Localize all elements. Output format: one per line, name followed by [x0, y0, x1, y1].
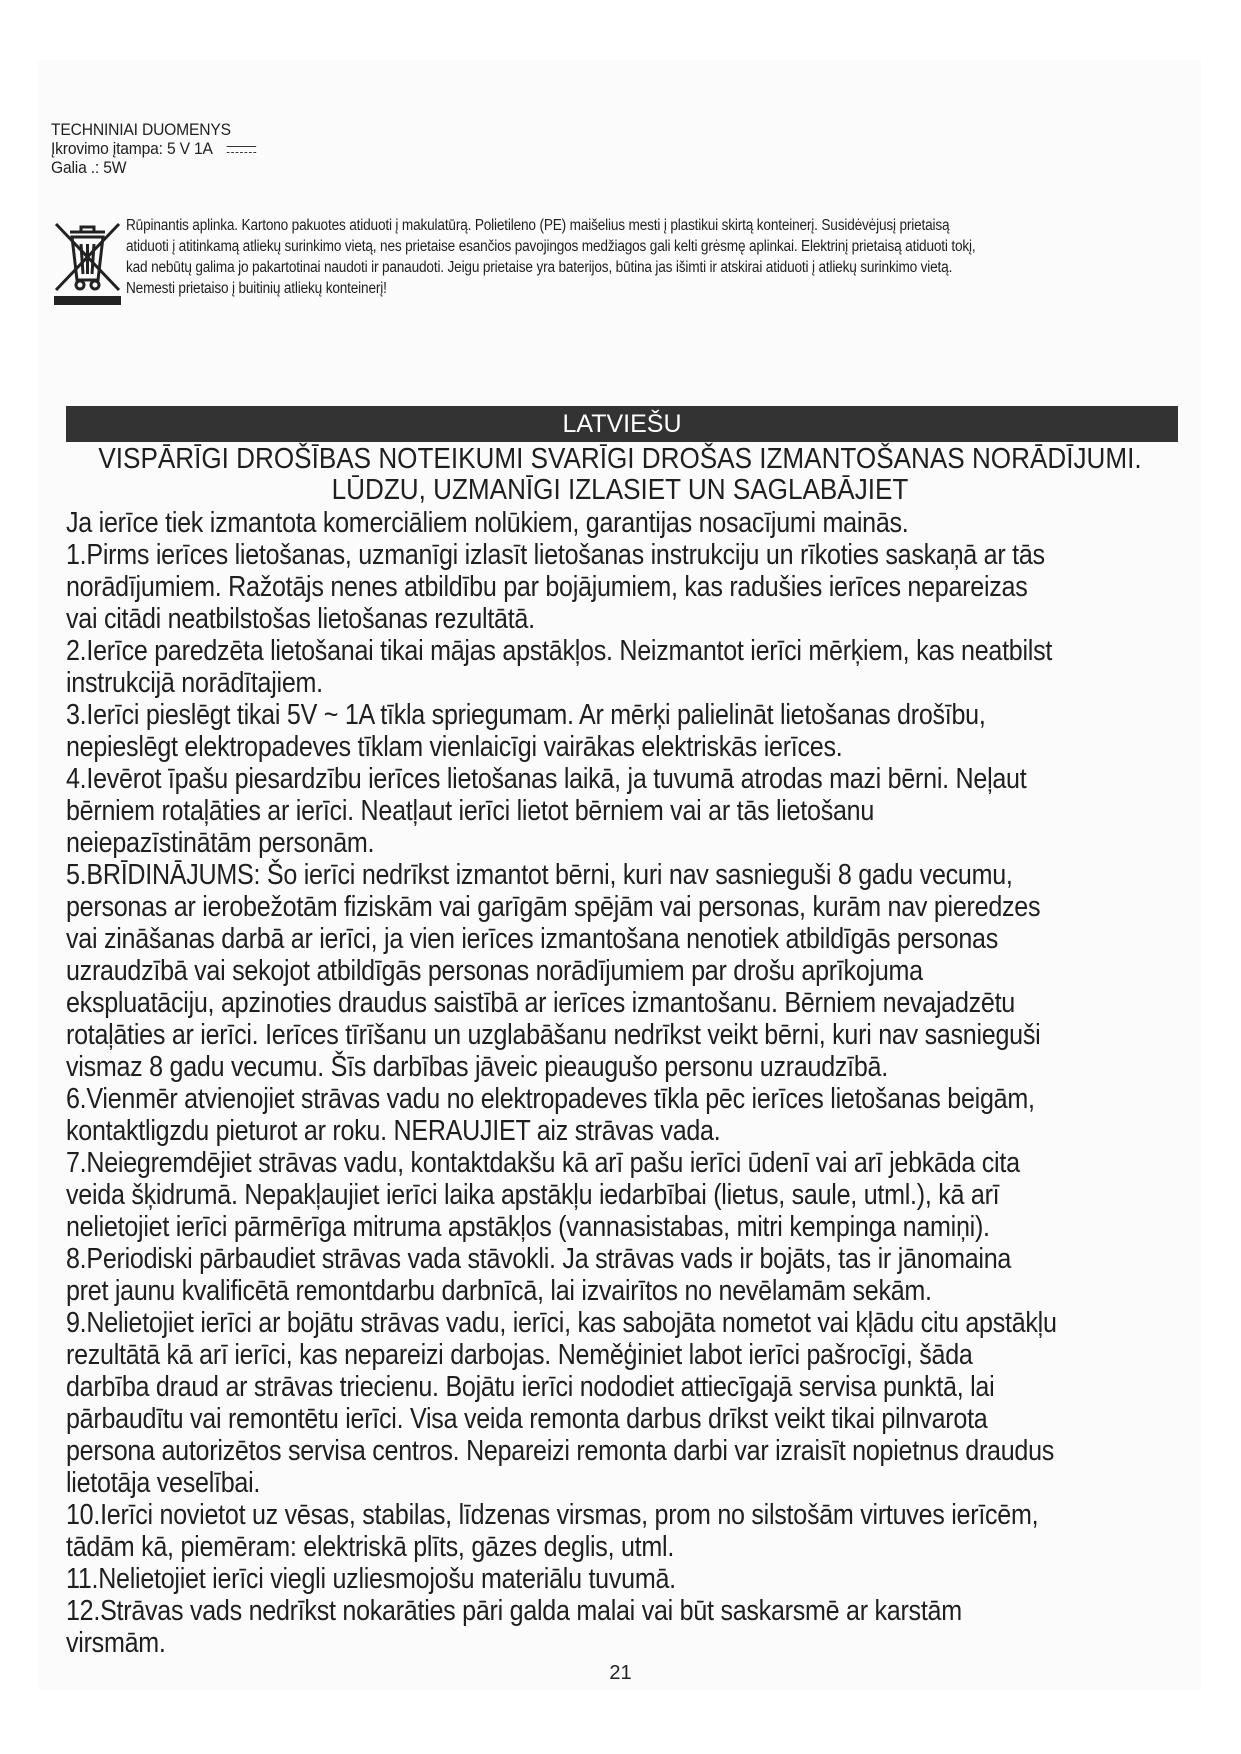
tech-voltage-row [51, 139, 257, 158]
instruction-line: personas ar ierobežotām fiziskām vai garīgām spējām vai personas, kurām nav pieredzes [66, 891, 1041, 923]
instruction-paragraph [66, 1307, 1166, 1499]
instruction-line: Ja ierīce tiek izmantota komerciāliem nolūkiem, garantijas nosacījumi mainās. [66, 507, 909, 539]
instruction-line: virsmām. [66, 1627, 166, 1659]
instruction-line: lietotāja veselībai. [66, 1467, 261, 1499]
instruction-line: vismaz 8 gadu vecumu. Šīs darbības jāveic pieaugušo personu uzraudzībā. [66, 1051, 888, 1083]
instruction-paragraph [66, 507, 1166, 539]
instruction-line: kontaktligzdu pieturot ar roku. NERAUJIET aiz strāvas vada. [66, 1115, 721, 1147]
instruction-line: ekspluatāciju, apzinoties draudus saistībā ar ierīces izmantošanu. Bērniem nevajadzētu [66, 987, 1015, 1019]
heading-line-2: LŪDZU, UZMANĪGI IZLASIET UN SAGLABĀJIET [331, 474, 909, 506]
instruction-paragraph [66, 763, 1166, 859]
instruction-line: 10.Ierīci novietot uz vēsas, stabilas, līdzenas virsmas, prom no silstošām virtuves ierīcēm, [66, 1499, 1039, 1531]
weee-crossed-bin-icon [50, 218, 125, 310]
instruction-line: 12.Strāvas vads nedrīkst nokarāties pāri galda malai vai būt saskarsmē ar karstām [66, 1595, 962, 1627]
instruction-paragraph [66, 539, 1166, 635]
instruction-paragraph [66, 1499, 1166, 1563]
instruction-line: instrukcijā norādītajiem. [66, 667, 323, 699]
heading-line-1: VISPĀRĪGI DROŠĪBAS NOTEIKUMI SVARĪGI DROŠAS IZMANTOŠANAS NORĀDĪJUMI. [98, 443, 1142, 475]
tech-title: TECHNINIAI DUOMENYS [51, 120, 231, 139]
instruction-line: 9.Nelietojiet ierīci ar bojātu strāvas vadu, ierīci, kas sabojāta nometot vai kļādu citu apstākļu [66, 1307, 1057, 1339]
instruction-line: veida šķidrumā. Nepakļaujiet ierīci laika apstākļu iedarbībai (lietus, saule, utml.), kā arī [66, 1179, 1000, 1211]
instruction-line: neiepazīstinātām personām. [66, 827, 375, 859]
instruction-line: 7.Neiegremdējiet strāvas vadu, kontaktdakšu kā arī pašu ierīci ūdenī vai arī jebkāda cita [66, 1147, 1020, 1179]
instruction-line: pret jaunu kvalificētā remontdarbu darbnīcā, lai izvairītos no nevēlamām sekām. [66, 1275, 932, 1307]
instruction-line: 6.Vienmēr atvienojiet strāvas vadu no elektropadeves tīkla pēc ierīces lietošanas beigām, [66, 1083, 1035, 1115]
instruction-paragraph [66, 1595, 1166, 1659]
instruction-paragraph [66, 635, 1166, 699]
instruction-paragraph [66, 699, 1166, 763]
env-line: atiduoti į atitinkamą atliekų surinkimo vietą, nes prietaise esančios pavojingos medžiagos gali kelti grėsmę aplinkai. Elektrinį prietaisą atiduoti tokį, [126, 238, 976, 255]
safety-instructions [66, 507, 1166, 1659]
instruction-paragraph [66, 1563, 1166, 1595]
env-line: Rūpinantis aplinka. Kartono pakuotes atiduoti į makulatūrą. Polietileno (PE) maišelius mesti į plastikui skirtą konteinerį. Susidėvėjusį prietaisą [126, 217, 950, 234]
instruction-line: bērniem rotaļāties ar ierīci. Neatļaut ierīci lietot bērniem vai ar tās lietošanu [66, 795, 875, 827]
instruction-line: 3.Ierīci pieslēgt tikai 5V ~ 1A tīkla spriegumam. Ar mērķi palielināt lietošanas drošību, [66, 699, 986, 731]
instruction-line: rotaļāties ar ierīci. Ierīces tīrīšanu un uzglabāšanu nedrīkst veikt bērni, kuri nav sasnieguši [66, 1019, 1041, 1051]
language-banner: LATVIEŠU [66, 406, 1178, 442]
technical-data [51, 120, 257, 177]
safety-heading [98, 444, 1142, 506]
instruction-line: vai zināšanas darbā ar ierīci, ja vien ierīces izmantošana nenotiek atbildīgās personas [66, 923, 999, 955]
page-number: 21 [609, 1662, 632, 1684]
instruction-line: darbība draud ar strāvas triecienu. Bojātu ierīci nododiet attiecīgajā servisa punktā, lai [66, 1371, 995, 1403]
instruction-line: 11.Nelietojiet ierīci viegli uzliesmojošu materiālu tuvumā. [66, 1563, 676, 1595]
instruction-paragraph [66, 1083, 1166, 1147]
instruction-line: tādām kā, piemēram: elektriskā plīts, gāzes deglis, utml. [66, 1531, 675, 1563]
env-line: kad nebūtų galima jo pakartotinai naudoti ir panaudoti. Jeigu prietaise yra baterijos, būtina jas išimti ir atskirai atiduoti į atliekų surinkimo vietą. [126, 259, 953, 276]
instruction-line: 8.Periodiski pārbaudiet strāvas vada stāvokli. Ja strāvas vads ir bojāts, tas ir jānomaina [66, 1243, 1012, 1275]
instruction-line: nelietojiet ierīci pārmērīga mitruma apstākļos (vannasistabas, mitri kempinga namiņi). [66, 1211, 990, 1243]
instruction-line: nepieslēgt elektropadeves tīklam vienlaicīgi vairākas elektriskās ierīces. [66, 731, 843, 763]
instruction-line: 2.Ierīce paredzēta lietošanai tikai mājas apstākļos. Neizmantot ierīci mērķiem, kas neatbilst [66, 635, 1053, 667]
instruction-paragraph [66, 859, 1166, 1083]
env-line: Nemesti prietaiso į buitinių atliekų konteinerį! [126, 280, 387, 297]
instruction-line: 4.Ievērot īpašu piesardzību ierīces lietošanas laikā, ja tuvumā atrodas mazi bērni. Neļaut [66, 763, 1027, 795]
tech-power: Galia .: 5W [51, 158, 127, 177]
tech-voltage: Įkrovimo įtampa: 5 V 1A [51, 139, 212, 158]
instruction-paragraph [66, 1147, 1166, 1243]
environment-notice [126, 215, 1059, 299]
instruction-line: pārbaudītu vai remontētu ierīci. Visa veida remonta darbus drīkst veikt tikai pilnvarota [66, 1403, 988, 1435]
instruction-line: persona autorizētos servisa centros. Nepareizi remonta darbi var izraisīt nopietnus draudus [66, 1435, 1055, 1467]
instruction-line: rezultātā kā arī ierīci, kas nepareizi darbojas. Neměģiniet labot ierīci pašrocīgi, šāda [66, 1339, 973, 1371]
instruction-paragraph [66, 1243, 1166, 1307]
instruction-line: uzraudzībā vai sekojot atbildīgās personas norādījumiem par drošu aprīkojuma [66, 955, 923, 987]
instruction-line: 1.Pirms ierīces lietošanas, uzmanīgi izlasīt lietošanas instrukciju un rīkoties saskaņā ar tās [66, 539, 1045, 571]
instruction-line: 5.BRĪDINĀJUMS: Šo ierīci nedrīkst izmantot bērni, kuri nav sasnieguši 8 gadu vecumu, [66, 859, 1013, 891]
instruction-line: norādījumiem. Ražotājs nenes atbildību par bojājumiem, kas radušies ierīces nepareizas [66, 571, 1028, 603]
dc-current-icon [227, 144, 256, 156]
instruction-line: vai citādi neatbilstošas lietošanas rezultātā. [66, 603, 535, 635]
